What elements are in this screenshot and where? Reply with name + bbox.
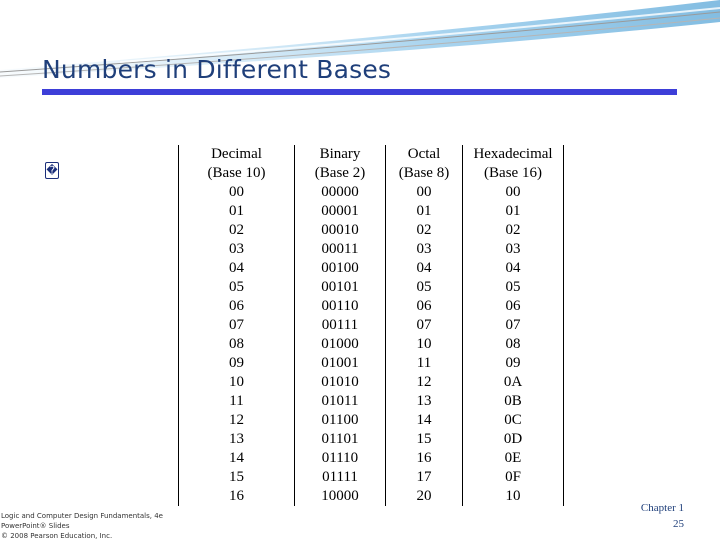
copyright-line: © 2008 Pearson Education, Inc. — [1, 532, 113, 540]
table-row — [179, 240, 564, 259]
binary-cell: 01010 — [295, 373, 386, 392]
decimal-cell: 08 — [179, 335, 295, 354]
octal-cell: 03 — [386, 240, 463, 259]
decimal-cell: 15 — [179, 468, 295, 487]
decimal-cell: 06 — [179, 297, 295, 316]
table-row — [179, 202, 564, 221]
octal-cell: 12 — [386, 373, 463, 392]
decimal-cell: 10 — [179, 373, 295, 392]
hex-cell: 00 — [463, 183, 564, 202]
hex-cell: 04 — [463, 259, 564, 278]
table-row — [179, 316, 564, 335]
decimal-cell: 00 — [179, 183, 295, 202]
binary-cell: 00101 — [295, 278, 386, 297]
copyright-line: Logic and Computer Design Fundamentals, 4e — [1, 512, 163, 520]
binary-cell: 01011 — [295, 392, 386, 411]
decimal-cell: 07 — [179, 316, 295, 335]
table-row — [179, 411, 564, 430]
binary-cell: 00100 — [295, 259, 386, 278]
binary-cell: 00011 — [295, 240, 386, 259]
table-row — [179, 354, 564, 373]
decimal-cell: 05 — [179, 278, 295, 297]
header-decimal — [179, 145, 295, 183]
table-row — [179, 183, 564, 202]
octal-cell: 17 — [386, 468, 463, 487]
hex-cell: 01 — [463, 202, 564, 221]
octal-cell: 07 — [386, 316, 463, 335]
binary-cell: 00000 — [295, 183, 386, 202]
table-row — [179, 278, 564, 297]
hex-cell: 0F — [463, 468, 564, 487]
table-row — [179, 259, 564, 278]
header-line: (Base 8) — [398, 165, 450, 181]
octal-cell: 20 — [386, 487, 463, 506]
octal-cell: 15 — [386, 430, 463, 449]
header-octal — [386, 145, 463, 183]
decimal-cell: 11 — [179, 392, 295, 411]
table-row — [179, 449, 564, 468]
binary-cell: 01111 — [295, 468, 386, 487]
octal-cell: 05 — [386, 278, 463, 297]
octal-cell: 11 — [386, 354, 463, 373]
table-row — [179, 335, 564, 354]
page-number: 25 — [673, 518, 684, 530]
octal-cell: 04 — [386, 259, 463, 278]
decimal-cell: 13 — [179, 430, 295, 449]
octal-cell: 13 — [386, 392, 463, 411]
hex-cell: 03 — [463, 240, 564, 259]
header-line: (Base 16) — [484, 165, 542, 181]
hex-cell: 06 — [463, 297, 564, 316]
hex-cell: 0E — [463, 449, 564, 468]
header-line: (Base 10) — [207, 165, 266, 181]
header-binary — [295, 145, 386, 183]
octal-cell: 01 — [386, 202, 463, 221]
hex-cell: 10 — [463, 487, 564, 506]
binary-cell: 10000 — [295, 487, 386, 506]
hex-cell: 09 — [463, 354, 564, 373]
binary-cell: 01110 — [295, 449, 386, 468]
table-row — [179, 221, 564, 240]
table-row — [179, 430, 564, 449]
binary-cell: 01101 — [295, 430, 386, 449]
header-line: Decimal — [211, 146, 262, 162]
hex-cell: 05 — [463, 278, 564, 297]
binary-cell: 00111 — [295, 316, 386, 335]
header-line: Octal — [407, 146, 441, 162]
title-underline — [42, 89, 677, 95]
octal-cell: 14 — [386, 411, 463, 430]
table-row — [179, 468, 564, 487]
table-row — [179, 373, 564, 392]
table-row — [179, 297, 564, 316]
decimal-cell: 12 — [179, 411, 295, 430]
decimal-cell: 16 — [179, 487, 295, 506]
chapter-label: Chapter 1 — [640, 502, 684, 514]
octal-cell: 00 — [386, 183, 463, 202]
hex-cell: 02 — [463, 221, 564, 240]
hex-cell: 07 — [463, 316, 564, 335]
decimal-cell: 01 — [179, 202, 295, 221]
table-header-row — [179, 145, 564, 183]
table-row — [179, 487, 564, 506]
number-bases-table — [178, 145, 564, 506]
octal-cell: 16 — [386, 449, 463, 468]
decimal-cell: 03 — [179, 240, 295, 259]
decimal-cell: 14 — [179, 449, 295, 468]
table-row — [179, 392, 564, 411]
header-line: Hexadecimal — [473, 146, 553, 162]
binary-cell: 00110 — [295, 297, 386, 316]
binary-cell: 01000 — [295, 335, 386, 354]
copyright-notice — [1, 511, 163, 541]
hex-cell: 0A — [463, 373, 564, 392]
octal-cell: 10 — [386, 335, 463, 354]
copyright-line: PowerPoint® Slides — [1, 522, 70, 530]
octal-cell: 02 — [386, 221, 463, 240]
decimal-cell: 04 — [179, 259, 295, 278]
header-line: Binary — [319, 146, 361, 162]
hex-cell: 0C — [463, 411, 564, 430]
hex-cell: 0B — [463, 392, 564, 411]
bullet-placeholder-icon: � — [46, 164, 58, 177]
hex-cell: 08 — [463, 335, 564, 354]
slide-title: Numbers in Different Bases — [42, 55, 392, 84]
slide-footer — [641, 500, 684, 532]
binary-cell: 01001 — [295, 354, 386, 373]
binary-cell: 00001 — [295, 202, 386, 221]
decimal-cell: 09 — [179, 354, 295, 373]
binary-cell: 01100 — [295, 411, 386, 430]
decimal-cell: 02 — [179, 221, 295, 240]
octal-cell: 06 — [386, 297, 463, 316]
hex-cell: 0D — [463, 430, 564, 449]
binary-cell: 00010 — [295, 221, 386, 240]
header-hexadecimal — [463, 145, 564, 183]
header-line: (Base 2) — [314, 165, 366, 181]
